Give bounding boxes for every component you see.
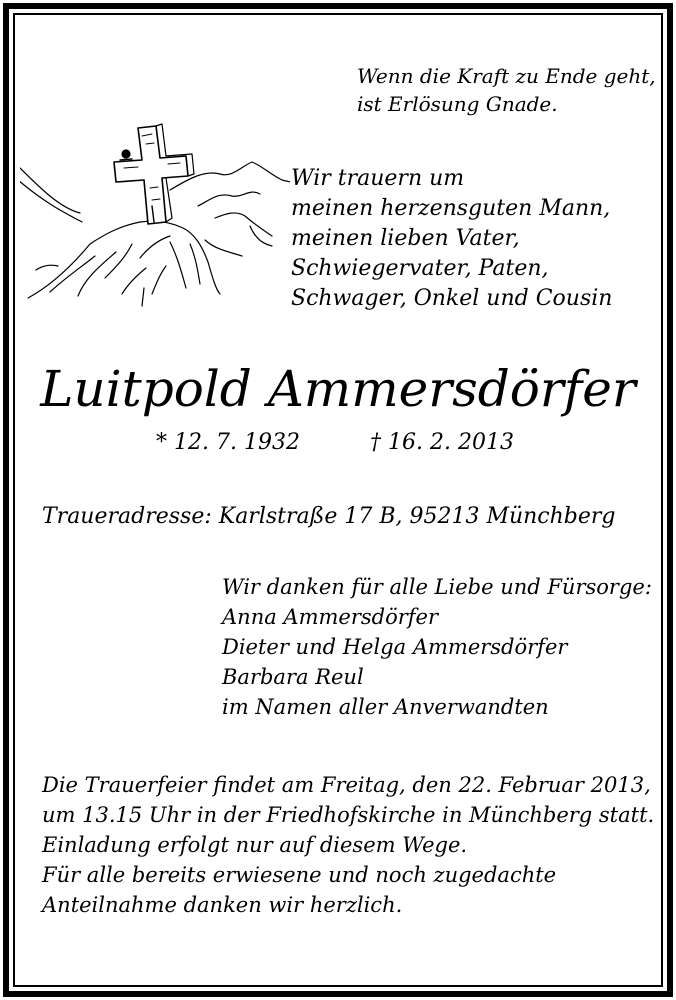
mourning-line: Schwiegervater, Paten, [291, 256, 549, 281]
service-line: Einladung erfolgt nur auf diesem Wege. [42, 833, 468, 857]
mourning-line: Wir trauern um [291, 166, 465, 191]
thanks-line: Dieter und Helga Ammersdörfer [222, 635, 568, 659]
service-line: um 13.15 Uhr in der Friedhofskirche in Münchberg statt. [42, 803, 655, 827]
motto-line: ist Erlösung Gnade. [357, 92, 558, 116]
thanks-block [222, 572, 652, 722]
mourning-address: Traueradresse: Karlstraße 17 B, 95213 Münchberg [42, 504, 616, 529]
motto-line: Wenn die Kraft zu Ende geht, [357, 64, 656, 88]
thanks-line: Barbara Reul [222, 665, 364, 689]
mourning-text [291, 164, 612, 314]
service-line: Für alle bereits erwiesene und noch zugedachte [42, 863, 557, 887]
mourning-line: Schwager, Onkel und Cousin [291, 286, 613, 311]
service-info [42, 770, 654, 920]
mountain-summit-cross-icon [20, 118, 290, 313]
mourning-line: meinen lieben Vater, [291, 226, 520, 251]
motto [357, 62, 656, 118]
thanks-line: Wir danken für alle Liebe und Fürsorge: [222, 575, 652, 599]
death-date: † 16. 2. 2013 [370, 430, 514, 455]
birth-date: * 12. 7. 1932 [156, 430, 300, 455]
service-line: Anteilnahme danken wir herzlich. [42, 893, 403, 917]
thanks-line: Anna Ammersdörfer [222, 605, 439, 629]
mourning-line: meinen herzensguten Mann, [291, 196, 611, 221]
deceased-name: Luitpold Ammersdörfer [40, 360, 636, 418]
thanks-line: im Namen aller Anverwandten [222, 695, 549, 719]
service-line: Die Trauerfeier findet am Freitag, den 22. Februar 2013, [42, 773, 651, 797]
